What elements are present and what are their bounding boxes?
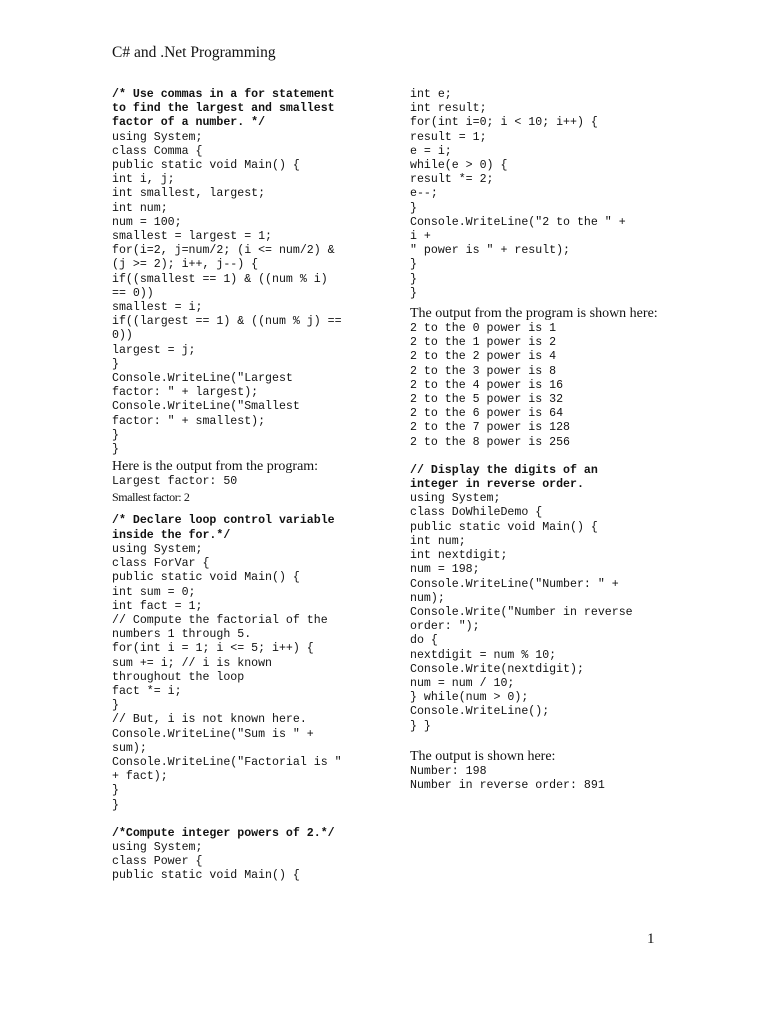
- output-line: Number in reverse order: 891: [410, 778, 605, 792]
- code-line: num = 198;: [410, 563, 480, 577]
- code-comment: integer in reverse order.: [410, 478, 584, 492]
- output-line: 2 to the 2 power is 4: [410, 350, 557, 364]
- output-line: 2 to the 8 power is 256: [410, 435, 571, 449]
- code-line: sum += i; // i is known: [112, 656, 273, 670]
- code-line: Console.Write("Number in reverse: [410, 605, 633, 619]
- power-example: [112, 827, 412, 884]
- code-comment: factor of a number. */: [112, 116, 266, 130]
- code-line: }: [410, 286, 417, 300]
- code-line: num = 100;: [112, 215, 182, 229]
- code-comment: inside the for.*/: [112, 528, 231, 542]
- code-line: smallest = i;: [112, 301, 203, 315]
- dowhile-example: [410, 464, 680, 793]
- code-line: numbers 1 through 5.: [112, 628, 252, 642]
- code-line: result *= 2;: [410, 173, 494, 187]
- code-line: fact *= i;: [112, 684, 182, 698]
- output-line: 2 to the 3 power is 8: [410, 364, 557, 378]
- code-line: for(i=2, j=num/2; (i <= num/2) &: [112, 244, 335, 258]
- code-line: }: [112, 357, 119, 371]
- code-line: int result;: [410, 102, 487, 116]
- power-continued: [410, 88, 680, 450]
- code-comment: /* Declare loop control variable: [112, 514, 335, 528]
- code-line: while(e > 0) {: [410, 159, 508, 173]
- code-line: public static void Main() {: [410, 520, 598, 534]
- code-line: i +: [410, 230, 431, 244]
- code-line: if((smallest == 1) & ((num % i): [112, 272, 328, 286]
- code-line: e--;: [410, 187, 438, 201]
- code-line: do {: [410, 634, 438, 648]
- code-line: int i, j;: [112, 173, 175, 187]
- output-intro: The output from the program is shown here:: [410, 306, 658, 322]
- code-line: " power is " + result);: [410, 244, 571, 258]
- code-line: throughout the loop: [112, 670, 245, 684]
- code-line: order: ");: [410, 620, 480, 634]
- code-line: }: [410, 201, 417, 215]
- output-line: Number: 198: [410, 764, 487, 778]
- code-line: Console.WriteLine();: [410, 705, 550, 719]
- code-line: Console.WriteLine("Number: " +: [410, 577, 619, 591]
- code-line: using System;: [112, 130, 203, 144]
- code-line: + fact);: [112, 770, 168, 784]
- code-line: for(int i=0; i < 10; i++) {: [410, 116, 598, 130]
- code-line: Console.Write(nextdigit);: [410, 662, 584, 676]
- code-line: (j >= 2); i++, j--) {: [112, 258, 259, 272]
- code-line: num);: [410, 591, 445, 605]
- output-intro: Here is the output from the program:: [112, 459, 319, 475]
- code-line: int smallest, largest;: [112, 187, 266, 201]
- code-line: smallest = largest = 1;: [112, 230, 273, 244]
- code-line: sum);: [112, 741, 147, 755]
- output-line: 2 to the 0 power is 1: [410, 322, 557, 336]
- code-line: result = 1;: [410, 130, 487, 144]
- code-comment: /*Compute integer powers of 2.*/: [112, 826, 335, 840]
- code-line: class DoWhileDemo {: [410, 506, 543, 520]
- code-line: largest = j;: [112, 343, 196, 357]
- code-line: == 0)): [112, 286, 154, 300]
- code-line: public static void Main() {: [112, 571, 300, 585]
- code-line: // But, i is not known here.: [112, 713, 307, 727]
- code-line: using System;: [112, 840, 203, 854]
- code-line: using System;: [410, 492, 501, 506]
- code-comment: // Display the digits of an: [410, 463, 598, 477]
- code-line: int num;: [112, 201, 168, 215]
- output-line: 2 to the 4 power is 16: [410, 378, 564, 392]
- forvar-example: [112, 514, 412, 812]
- code-line: class Power {: [112, 855, 203, 869]
- code-line: public static void Main() {: [112, 159, 300, 173]
- code-line: class ForVar {: [112, 557, 210, 571]
- code-comment: /* Use commas in a for statement: [112, 88, 335, 101]
- output-line: 2 to the 7 power is 128: [410, 421, 571, 435]
- code-line: } }: [410, 719, 431, 733]
- output-line: 2 to the 6 power is 64: [410, 407, 564, 421]
- code-line: e = i;: [410, 144, 452, 158]
- code-line: } while(num > 0);: [410, 691, 529, 705]
- code-line: // Compute the factorial of the: [112, 613, 328, 627]
- left-column: [112, 88, 412, 884]
- code-line: class Comma {: [112, 144, 203, 158]
- code-line: }: [112, 699, 119, 713]
- code-line: Console.WriteLine("Smallest: [112, 400, 300, 414]
- code-line: }: [112, 443, 119, 457]
- code-line: nextdigit = num % 10;: [410, 648, 557, 662]
- code-line: Console.WriteLine("2 to the " +: [410, 215, 626, 229]
- code-line: factor: " + smallest);: [112, 414, 266, 428]
- output-line: Largest factor: 50: [112, 475, 238, 489]
- output-intro: The output is shown here:: [410, 748, 556, 764]
- code-line: int num;: [410, 534, 466, 548]
- output-line: Smallest factor: 2: [112, 490, 190, 505]
- page-number: 1: [647, 931, 655, 947]
- code-line: 0)): [112, 329, 133, 343]
- output-line: 2 to the 1 power is 2: [410, 336, 557, 350]
- output-line: 2 to the 5 power is 32: [410, 393, 564, 407]
- code-line: public static void Main() {: [112, 869, 300, 883]
- code-line: factor: " + largest);: [112, 386, 259, 400]
- code-line: Console.WriteLine("Sum is " +: [112, 727, 314, 741]
- code-line: }: [410, 272, 417, 286]
- code-line: int fact = 1;: [112, 599, 203, 613]
- code-line: int nextdigit;: [410, 549, 508, 563]
- code-line: }: [112, 428, 119, 442]
- page-header-title: C# and .Net Programming: [112, 44, 276, 61]
- comma-example: [112, 88, 412, 505]
- right-column: [410, 88, 680, 793]
- code-line: }: [112, 798, 119, 812]
- code-line: num = num / 10;: [410, 676, 515, 690]
- code-line: Console.WriteLine("Largest: [112, 372, 293, 386]
- code-comment: to find the largest and smallest: [112, 102, 335, 116]
- code-line: }: [410, 258, 417, 272]
- code-line: int e;: [410, 88, 452, 101]
- code-line: if((largest == 1) & ((num % j) ==: [112, 315, 342, 329]
- code-line: using System;: [112, 542, 203, 556]
- code-line: Console.WriteLine("Factorial is ": [112, 755, 342, 769]
- code-line: }: [112, 784, 119, 798]
- code-line: int sum = 0;: [112, 585, 196, 599]
- code-line: for(int i = 1; i <= 5; i++) {: [112, 642, 314, 656]
